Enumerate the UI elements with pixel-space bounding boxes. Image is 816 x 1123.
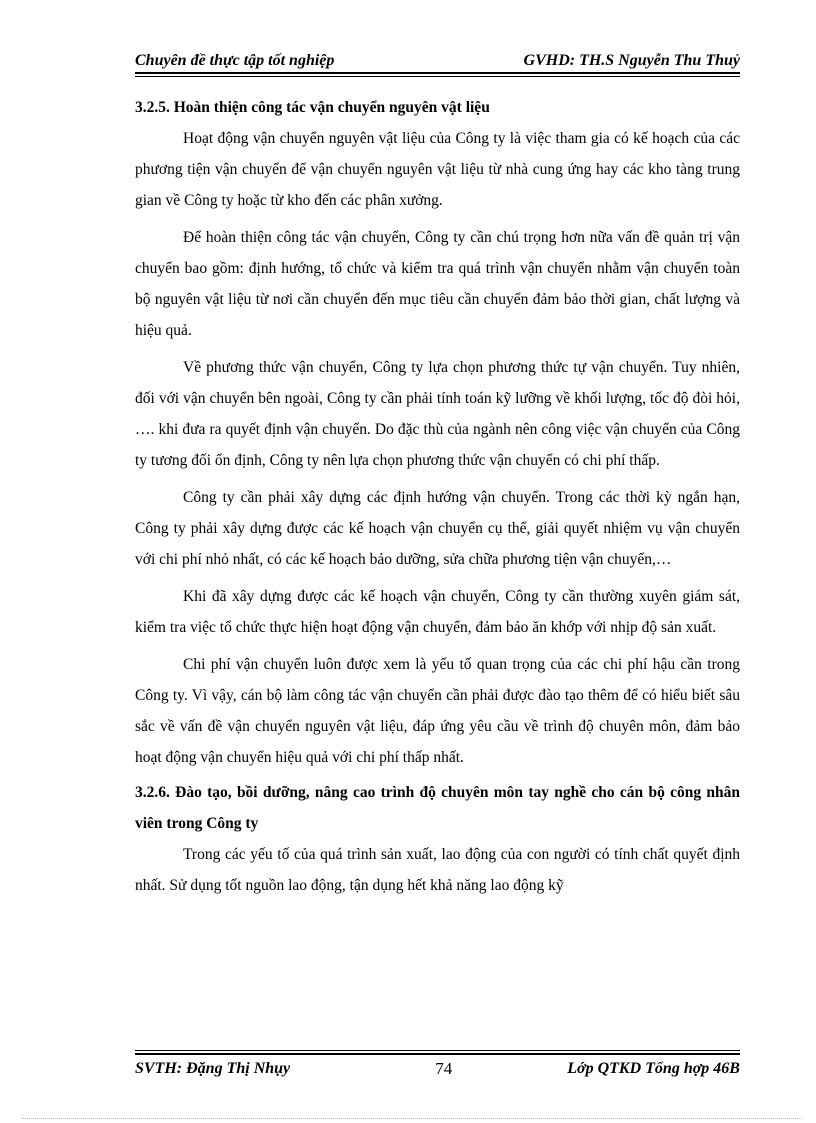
paragraph: Trong các yếu tố của quá trình sản xuất, lao động của con người có tính chất quyết định nhất. Sử dụng tốt nguồn lao động, tận dụng hết khả năng lao động kỹ	[135, 846, 740, 894]
page-header	[135, 48, 740, 70]
header-advisor: GVHD: TH.S Nguyễn Thu Thuỷ	[523, 52, 740, 69]
document-body	[135, 92, 740, 901]
header-rule	[135, 72, 740, 74]
page-number: 74	[435, 1059, 453, 1078]
header-title: Chuyên đề thực tập tốt nghiệp	[135, 52, 335, 69]
paragraph: Công ty cần phải xây dựng các định hướng vận chuyển. Trong các thời kỳ ngắn hạn, Công ty phải xây dựng được các kế hoạch vận chuyển cụ thể, giải quyết nhiệm vụ vận chuyển với chi phí nhỏ nhất, có các kế hoạch bảo dưỡng, sửa chữa phương tiện vận chuyển,…	[135, 489, 740, 568]
footer-author: SVTH: Đặng Thị Nhụy	[135, 1060, 291, 1077]
header-rule-thin	[135, 76, 740, 77]
footer-rule	[135, 1053, 740, 1055]
section-heading: 3.2.6. Đào tạo, bồi dưỡng, nâng cao trình độ chuyên môn tay nghề cho cán bộ công nhân viên trong Công ty	[135, 784, 740, 832]
page-footer	[135, 1058, 740, 1080]
section-heading: 3.2.5. Hoàn thiện công tác vận chuyển nguyên vật liệu	[135, 99, 490, 116]
page-break-line	[22, 1118, 802, 1119]
paragraph: Về phương thức vận chuyển, Công ty lựa chọn phương thức tự vận chuyển. Tuy nhiên, đối với vận chuyển bên ngoài, Công ty cần phải tính toán kỹ lưỡng về khối lượng, tốc độ đòi hỏi, …. khi đưa ra quyết định vận chuyển. Do đặc thù của ngành nên công việc vận chuyển của Công ty tương đối ổn định, Công ty nên lựa chọn phương thức vận chuyển có chi phí thấp.	[135, 359, 740, 469]
footer-rule-thin	[135, 1050, 740, 1051]
paragraph: Khi đã xây dựng được các kế hoạch vận chuyển, Công ty cần thường xuyên giám sát, kiểm tra việc tổ chức thực hiện hoạt động vận chuyển, đảm bảo ăn khớp với nhịp độ sản xuất.	[135, 588, 740, 636]
footer-class: Lớp QTKD Tổng hợp 46B	[567, 1060, 740, 1077]
paragraph: Để hoàn thiện công tác vận chuyển, Công ty cần chú trọng hơn nữa vấn đề quản trị vận chuyển bao gồm: định hướng, tổ chức và kiểm tra quá trình vận chuyển nhằm vận chuyển toàn bộ nguyên vật liệu từ nơi cần chuyển đến mục tiêu cần chuyển đảm bảo thời gian, chất lượng và hiệu quả.	[135, 229, 740, 339]
paragraph: Chi phí vận chuyển luôn được xem là yếu tố quan trọng của các chi phí hậu cần trong Công ty. Vì vậy, cán bộ làm công tác vận chuyển cần phải được đào tạo thêm để có hiểu biết sâu sắc về vấn đề vận chuyển nguyên vật liệu, đáp ứng yêu cầu về trình độ chuyên môn, đảm bảo hoạt động vận chuyển hiệu quả với chi phí thấp nhất.	[135, 656, 740, 766]
paragraph: Hoạt động vận chuyển nguyên vật liệu của Công ty là việc tham gia có kế hoạch của các phương tiện vận chuyển để vận chuyển nguyên vật liệu từ nhà cung ứng hay các kho tàng trung gian về Công ty hoặc từ kho đến các phân xưởng.	[135, 130, 740, 209]
